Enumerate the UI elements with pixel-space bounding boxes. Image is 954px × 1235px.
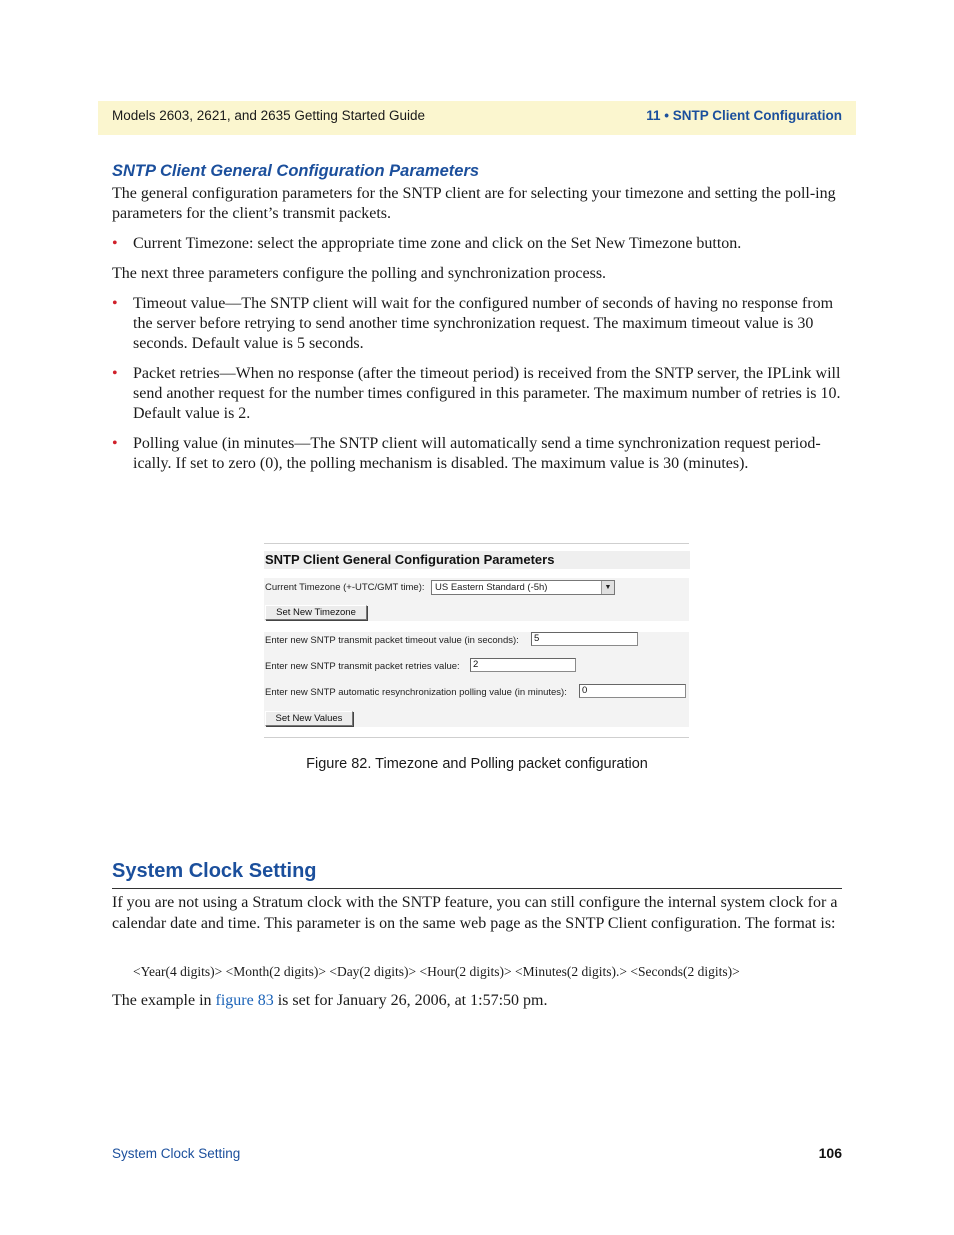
bullet-text: Packet retries—When no response (after the timeout period) is received from the SNTP server, the IPLink will send another request for the number times configured in this parameter. The maximum number of retries is 10. Default value is 2. [133,365,841,422]
figure-sntp-config-screenshot [264,543,689,738]
bullet-item-polling [112,434,844,474]
retries-input[interactable]: 2 [470,658,576,672]
intro-paragraph: The general configuration parameters for the SNTP client are for selecting your timezone and setting the poll-ing parameters for the client’s transmit packets. [112,185,836,222]
set-new-timezone-button[interactable]: Set New Timezone [265,605,367,620]
figure-83-link[interactable]: figure 83 [215,992,274,1009]
figure-panel-title: SNTP Client General Configuration Parameters [264,551,690,569]
bullet-marker: • [112,235,118,252]
chevron-down-icon[interactable]: ▼ [601,581,614,594]
timezone-panel [264,578,689,621]
polling-input[interactable]: 0 [579,684,686,698]
set-new-values-button[interactable]: Set New Values [265,711,353,726]
figure-bottom-rule [264,737,689,738]
timeout-input[interactable]: 5 [531,632,638,646]
timeout-label: Enter new SNTP transmit packet timeout value (in seconds): [265,635,519,646]
timezone-select[interactable] [431,580,615,595]
polling-panel [264,632,689,727]
date-format-line: <Year(4 digits)> <Month(2 digits)> <Day(2 digits)> <Hour(2 digits)> <Minutes(2 digits).> <Seconds(2 digits)> [133,964,740,979]
bullet-item-timeout [112,294,844,354]
subsection-title: SNTP Client General Configuration Parameters [112,162,480,180]
example-suffix: is set for January 26, 2006, at 1:57:50 pm. [273,992,548,1009]
footer-section-name: System Clock Setting [112,1146,241,1161]
example-paragraph [112,991,844,1011]
polling-intro-paragraph: The next three parameters configure the polling and synchronization process. [112,265,607,282]
bullet-marker: • [112,435,118,452]
timezone-label: Current Timezone (+-UTC/GMT time): [265,582,425,593]
bullet-item-timezone [112,234,844,254]
bullet-marker: • [112,365,118,382]
bullet-item-retries [112,364,844,424]
running-header [98,101,856,135]
figure-top-rule [264,543,689,544]
header-chapter-title: 11 • SNTP Client Configuration [646,108,842,123]
bullet-text: Current Timezone: select the appropriate time zone and click on the Set New Timezone button. [133,235,742,252]
section-rule [112,888,842,889]
retries-label: Enter new SNTP transmit packet retries value: [265,661,460,672]
timezone-selected-value: US Eastern Standard (-5h) [435,582,548,593]
header-guide-title: Models 2603, 2621, and 2635 Getting Started Guide [112,108,425,123]
bullet-text: Timeout value—The SNTP client will wait for the configured number of seconds of having no response from the server before retrying to send another time synchronization request. The maximum timeout value is 30 seconds. Default value is 5 seconds. [133,295,834,352]
bullet-marker: • [112,295,118,312]
polling-label: Enter new SNTP automatic resynchronization polling value (in minutes): [265,687,567,698]
figure-caption: Figure 82. Timezone and Polling packet configuration [306,756,648,772]
section-title: System Clock Setting [112,860,317,882]
page-number: 106 [818,1145,842,1161]
system-clock-paragraph: If you are not using a Stratum clock with the SNTP feature, you can still configure the internal system clock for a calendar date and time. This parameter is on the same web page as the SNTP Client configuration. The format is: [112,894,838,932]
bullet-text: Polling value (in minutes—The SNTP client will automatically send a time synchronization request period-ically. If set to zero (0), the polling mechanism is disabled. The maximum value is 30 (minutes). [133,435,821,472]
example-prefix: The example in [112,992,216,1009]
